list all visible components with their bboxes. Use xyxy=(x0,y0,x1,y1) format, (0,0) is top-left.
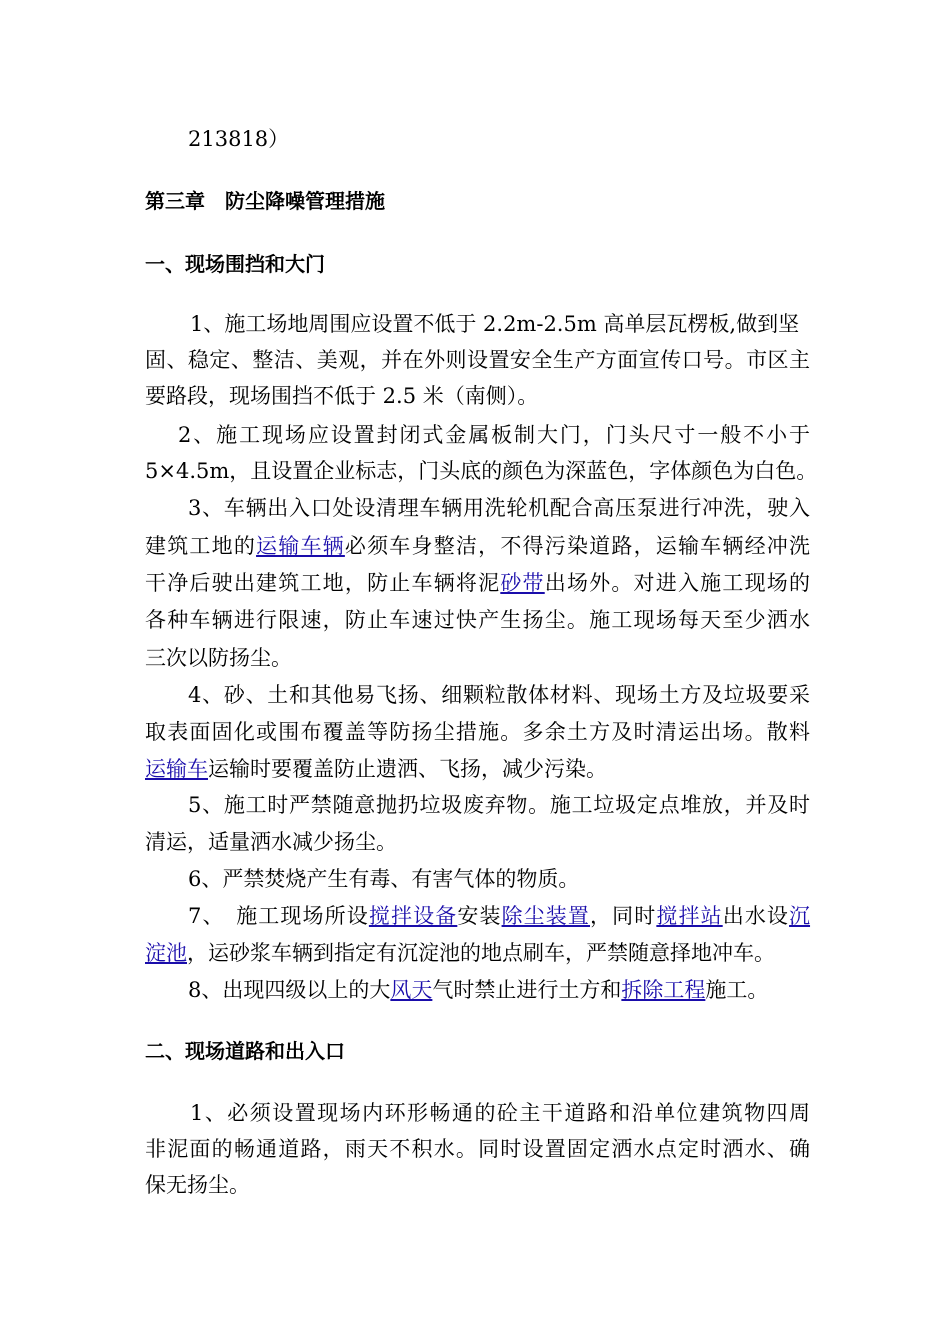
s1-item3-line2-text-b: 必须车身整洁，不得污染道路，运输车辆经冲洗 xyxy=(344,534,811,558)
link-dust-removal-device[interactable]: 除尘装置 xyxy=(501,904,591,928)
s1-item7-line1 xyxy=(188,901,810,931)
s1-item2-line1: 2、施工现场应设置封闭式金属板制大门，门头尺寸一般不小于 xyxy=(178,423,810,447)
section-1-title: 一、现场围挡和大门 xyxy=(145,252,325,276)
chapter-title: 第三章 防尘降噪管理措施 xyxy=(145,189,385,213)
link-transport-vehicles[interactable]: 运输车辆 xyxy=(256,534,345,558)
s1-item3-line4: 各种车辆进行限速，防止车速过快产生扬尘。施工现场每天至少洒水 xyxy=(145,608,810,632)
s1-item1-line1: 1、施工场地周围应设置不低于 2.2m-2.5m 高单层瓦楞板,做到坚 xyxy=(190,312,800,336)
s2-item1-line3: 保无扬尘。 xyxy=(145,1173,250,1197)
link-mixing-equipment[interactable]: 搅拌设备 xyxy=(368,904,458,928)
s1-item1-line2: 固、稳定、整洁、美观，并在外则设置安全生产方面宣传口号。市区主 xyxy=(145,348,810,372)
s1-item7-line1-text-b: 安装 xyxy=(457,904,502,928)
s1-item3-line3 xyxy=(145,568,810,598)
s1-item4-line1: 4、砂、土和其他易飞扬、细颗粒散体材料、现场土方及垃圾要采 xyxy=(188,683,810,707)
s1-item3-line1: 3、车辆出入口处设清理车辆用洗轮机配合高压泵进行冲洗，驶入 xyxy=(188,496,810,520)
s1-item7-line2-text: ，运砂浆车辆到指定有沉淀池的地点刷车，严禁随意择地冲车。 xyxy=(187,941,775,965)
s1-item2-line2: 5×4.5m，且设置企业标志，门头底的颜色为深蓝色，字体颜色为白色。 xyxy=(145,459,818,483)
s1-item3-line3-text-a: 干净后驶出建筑工地，防止车辆将泥 xyxy=(145,571,501,595)
s2-item1-line2: 非泥面的畅通道路，雨天不积水。同时设置固定洒水点定时洒水、确 xyxy=(145,1137,810,1161)
s1-item1-line3: 要路段，现场围挡不低于 2.5 米（南侧）。 xyxy=(145,384,539,408)
link-sand-belt[interactable]: 砂带 xyxy=(500,571,545,595)
s1-item3-line5: 三次以防扬尘。 xyxy=(145,646,292,670)
link-transport-truck[interactable]: 运输车 xyxy=(145,757,208,781)
link-mixing-station[interactable]: 搅拌站 xyxy=(656,904,723,928)
s1-item8-line1-text-c: 施工。 xyxy=(705,978,769,1002)
link-demolition-works[interactable]: 拆除工程 xyxy=(621,978,706,1002)
s1-item5-line1: 5、施工时严禁随意抛扔垃圾废弃物。施工垃圾定点堆放，并及时 xyxy=(188,793,810,817)
link-windy-weather[interactable]: 风天 xyxy=(390,978,433,1002)
s1-item8-line1-text-b: 气时禁止进行土方和 xyxy=(432,978,622,1002)
section-2-title: 二、现场道路和出入口 xyxy=(145,1039,345,1063)
s1-item6-line1: 6、严禁焚烧产生有毒、有害气体的物质。 xyxy=(188,867,580,891)
s1-item5-line2: 清运，适量洒水减少扬尘。 xyxy=(145,830,397,854)
s1-item8-line1-text-a: 8、出现四级以上的大 xyxy=(188,978,391,1002)
s1-item3-line3-text-b: 出场外。对进入施工现场的 xyxy=(544,571,811,595)
s1-item7-line2 xyxy=(145,938,810,968)
s1-item7-line1-text-d: 出水设 xyxy=(722,904,790,928)
s1-item8-line1 xyxy=(188,975,810,1005)
s1-item4-line2: 取表面固化或围布覆盖等防扬尘措施。多余土方及时清运出场。散料 xyxy=(145,720,810,744)
link-sedimentation-tank-part1[interactable]: 沉 xyxy=(789,904,811,928)
s1-item3-line2 xyxy=(145,531,810,561)
link-sedimentation-tank-part2[interactable]: 淀池 xyxy=(145,941,187,965)
s1-item3-line2-text-a: 建筑工地的 xyxy=(145,534,257,558)
continuation-text: 213818） xyxy=(188,127,290,151)
s1-item4-line3 xyxy=(145,754,810,784)
s1-item4-line3-text: 运输时要覆盖防止遗洒、飞扬，减少污染。 xyxy=(208,757,607,781)
s1-item7-line1-text-c: ，同时 xyxy=(590,904,657,928)
s2-item1-line1: 1、必须设置现场内环形畅通的砼主干道路和沿单位建筑物四周 xyxy=(190,1101,810,1125)
s1-item7-line1-text-a: 7、 施工现场所设 xyxy=(188,904,369,928)
